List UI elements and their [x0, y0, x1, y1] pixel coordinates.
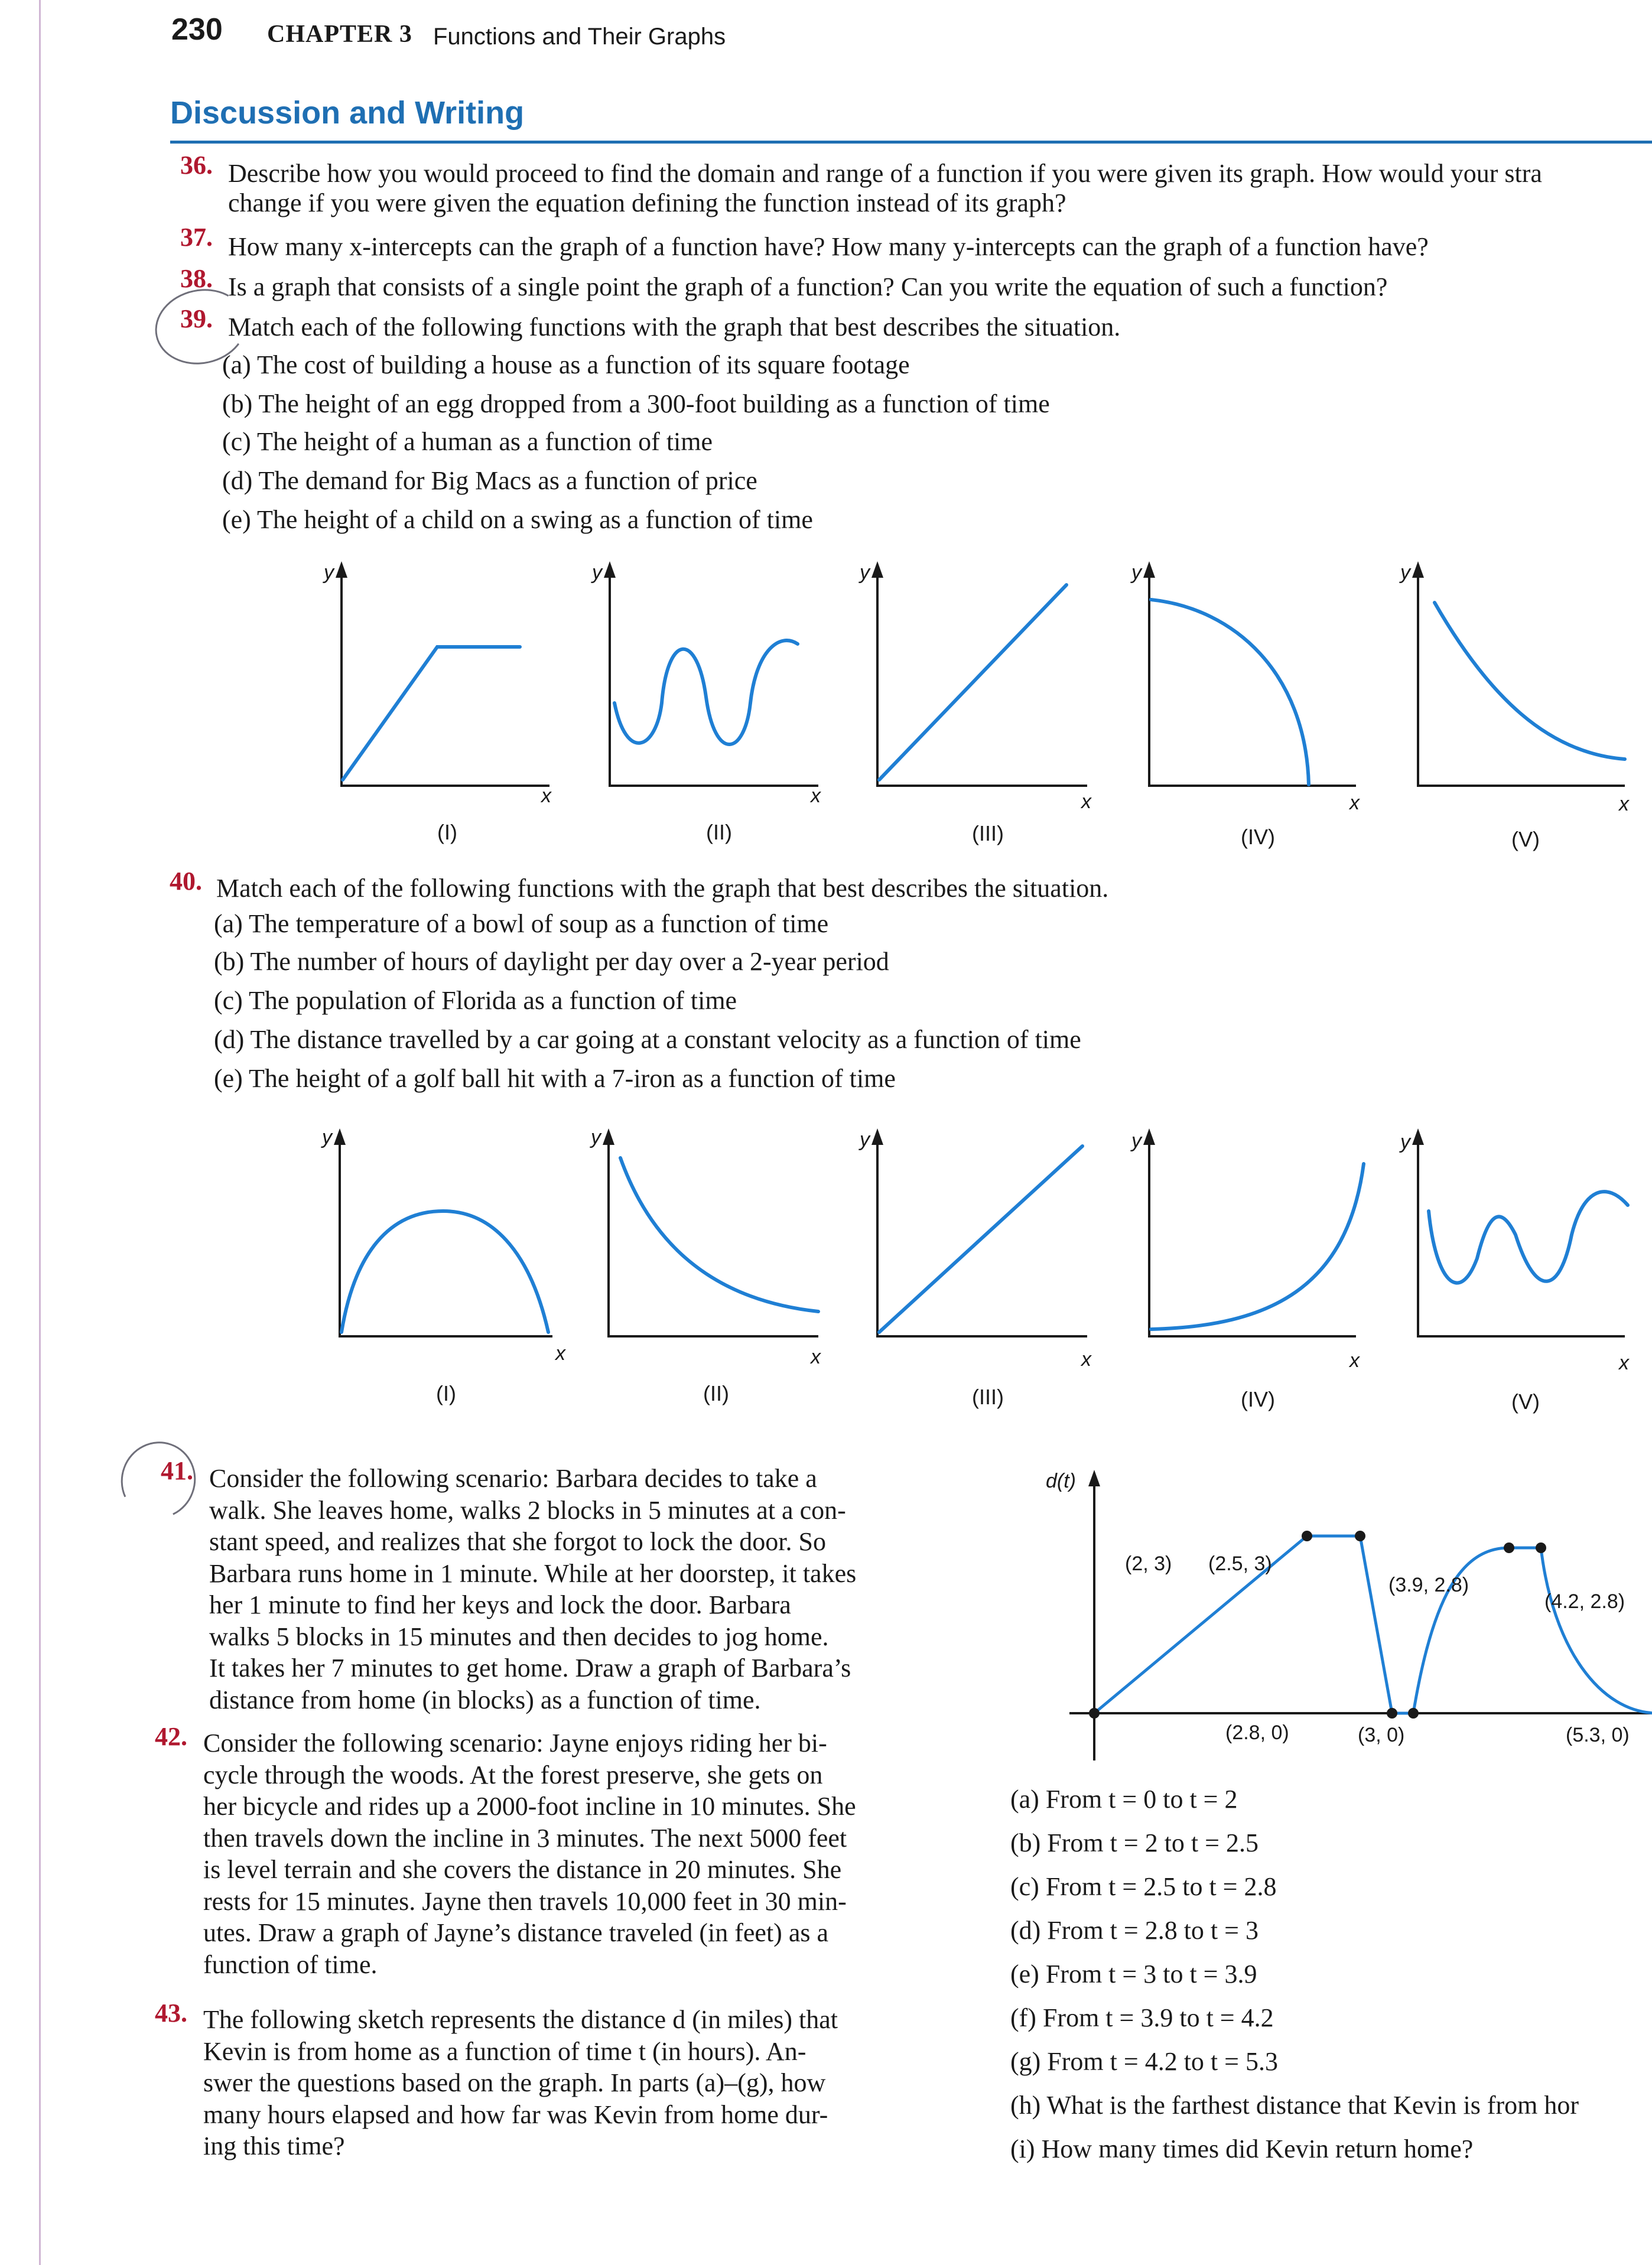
q40-g2-y-label: y	[591, 1126, 601, 1148]
q40-g2-x-label: x	[811, 1346, 821, 1368]
point-label-3.9-2.8: (3.9, 2.8)	[1388, 1574, 1469, 1596]
q40-graph1-axes	[340, 1140, 552, 1336]
q39-g3-y-label: y	[860, 561, 870, 584]
point-label-2.8-0: (2.8, 0)	[1225, 1721, 1289, 1744]
q40-g5-label: (V)	[1511, 1389, 1540, 1414]
q37-text: How many x-intercepts can the graph of a function have? How many y-intercepts can the graph of a function have?	[228, 232, 1429, 261]
q36-line1: Describe how you would proceed to find the domain and range of a function if you were given its graph. How would your stra	[228, 159, 1542, 188]
q39-g4-y-label: y	[1131, 561, 1142, 584]
q40-item-a: (a) The temperature of a bowl of soup as a function of time	[214, 909, 829, 938]
kevin-point	[1089, 1708, 1100, 1719]
q43-line: many hours elapsed and how far was Kevin from home dur-	[203, 2100, 828, 2129]
q41-line: walks 5 blocks in 15 minutes and then decides to jog home.	[209, 1622, 829, 1651]
q39-g5-y-label: y	[1400, 561, 1410, 584]
q40-g3-y-label: y	[860, 1128, 870, 1151]
chapter-label: CHAPTER 3	[267, 21, 412, 48]
point-label-5.3-0: (5.3, 0)	[1566, 1724, 1630, 1746]
q41-line: Consider the following scenario: Barbara decides to take a	[209, 1464, 817, 1493]
q43-item-c: (c) From t = 2.5 to t = 2.8	[1010, 1872, 1277, 1901]
q40-graph4-curve	[1151, 1164, 1364, 1329]
q39-g3-label: (III)	[972, 821, 1004, 845]
kevin-point	[1355, 1531, 1365, 1541]
q40-item-e: (e) The height of a golf ball hit with a 7-iron as a function of time	[214, 1064, 896, 1093]
q39-number: 39.	[180, 304, 213, 333]
q41-line: It takes her 7 minutes to get home. Draw a graph of Barbara’s	[209, 1654, 851, 1683]
q42-line: her bicycle and rides up a 2000-foot incline in 10 minutes. She	[203, 1792, 856, 1821]
kevin-point	[1536, 1542, 1546, 1553]
q38-text: Is a graph that consists of a single point the graph of a function? Can you write the equation of such a function?	[228, 272, 1388, 301]
q39-g1-x-label: x	[541, 785, 551, 807]
q41-number: 41.	[161, 1456, 193, 1485]
q40-g3-x-label: x	[1081, 1348, 1091, 1371]
q43-line: swer the questions based on the graph. In parts (a)–(g), how	[203, 2068, 826, 2097]
q40-graph5-axes	[1418, 1140, 1625, 1336]
q39-graph4-curve	[1151, 600, 1309, 785]
q39-g2-x-label: x	[811, 785, 821, 807]
q40-g5-y-label: y	[1400, 1131, 1410, 1153]
point-label-2-3: (2, 3)	[1125, 1553, 1172, 1575]
q40-graph1-curve	[342, 1211, 548, 1332]
q42-line: utes. Draw a graph of Jayne’s distance traveled (in feet) as a	[203, 1918, 828, 1947]
q40-g1-y-label: y	[322, 1126, 332, 1148]
q43-line: The following sketch represents the distance d (in miles) that	[203, 2005, 838, 2034]
kevin-point	[1387, 1708, 1397, 1719]
point-label-2.5-3: (2.5, 3)	[1208, 1553, 1272, 1575]
kevin-point	[1408, 1708, 1419, 1719]
q41-line: stant speed, and realizes that she forgot to lock the door. So	[209, 1527, 826, 1556]
q43-item-a: (a) From t = 0 to t = 2	[1010, 1785, 1238, 1814]
q43-item-b: (b) From t = 2 to t = 2.5	[1010, 1828, 1258, 1857]
q38-number: 38.	[180, 264, 213, 293]
kevin-segment	[1541, 1548, 1652, 1713]
q40-g5-x-label: x	[1619, 1352, 1629, 1374]
section-rule	[170, 141, 1652, 144]
q40-graph5-curve	[1429, 1192, 1628, 1283]
q40-item-b: (b) The number of hours of daylight per day over a 2-year period	[214, 947, 889, 976]
kevin-y-label: d(t)	[1046, 1470, 1076, 1492]
kevin-segment	[1360, 1536, 1392, 1713]
q43-number: 43.	[155, 1999, 187, 2028]
q40-g2-label: (II)	[703, 1381, 729, 1405]
q41-line: her 1 minute to find her keys and lock the door. Barbara	[209, 1590, 791, 1619]
q42-text	[203, 1727, 856, 1980]
q36-number: 36.	[180, 151, 213, 180]
q40-g1-x-label: x	[555, 1342, 565, 1365]
kevin-y-arrow	[1088, 1470, 1100, 1486]
q39-graph3-curve	[879, 585, 1066, 780]
q41-text	[209, 1463, 856, 1716]
q39-graphs	[0, 555, 1652, 863]
q42-number: 42.	[155, 1722, 187, 1751]
q40-graph3-curve	[879, 1146, 1082, 1332]
q43-item-i: (i) How many times did Kevin return home?	[1010, 2134, 1474, 2163]
q39-g2-y-label: y	[592, 561, 602, 584]
q40-g3-label: (III)	[972, 1385, 1004, 1409]
q39-item-c: (c) The height of a human as a function of time	[222, 427, 713, 456]
q39-graph1-curve	[343, 647, 520, 780]
q39-g3-x-label: x	[1081, 790, 1091, 813]
q40-item-c: (c) The population of Florida as a function of time	[214, 986, 737, 1015]
q39-g2-label: (II)	[706, 820, 732, 844]
q37-number: 37.	[180, 223, 213, 252]
q40-item-d: (d) The distance travelled by a car going at a constant velocity as a function of time	[214, 1025, 1081, 1054]
q39-g5-label: (V)	[1511, 827, 1540, 851]
kevin-point	[1302, 1531, 1312, 1541]
q42-line: then travels down the incline in 3 minutes. The next 5000 feet	[203, 1823, 847, 1853]
q40-g4-label: (IV)	[1241, 1387, 1275, 1411]
q39-g4-x-label: x	[1349, 792, 1360, 814]
q39-g1-label: (I)	[437, 820, 457, 844]
q43-item-e: (e) From t = 3 to t = 3.9	[1010, 1960, 1257, 1989]
q39-item-d: (d) The demand for Big Macs as a function of price	[222, 466, 757, 495]
q39-item-e: (e) The height of a child on a swing as a function of time	[222, 505, 813, 534]
point-label-3-0: (3, 0)	[1358, 1724, 1405, 1746]
q42-line: is level terrain and she covers the distance in 20 minutes. She	[203, 1855, 842, 1884]
q39-graph2-axes	[610, 573, 818, 786]
q43-item-g: (g) From t = 4.2 to t = 5.3	[1010, 2047, 1278, 2076]
page-number: 230	[171, 12, 223, 47]
point-label-4.2-2.8: (4.2, 2.8)	[1544, 1590, 1625, 1613]
q39-graph1-axes	[342, 573, 549, 786]
q41-line: walk. She leaves home, walks 2 blocks in 5 minutes at a con-	[209, 1495, 846, 1525]
q40-number: 40.	[170, 867, 202, 896]
q39-graph3-axes	[877, 573, 1087, 786]
q43-item-d: (d) From t = 2.8 to t = 3	[1010, 1916, 1258, 1945]
q40-g1-label: (I)	[436, 1381, 456, 1405]
q42-line: function of time.	[203, 1950, 378, 1979]
chapter-title: Functions and Their Graphs	[433, 24, 726, 50]
q39-g5-x-label: x	[1619, 793, 1629, 815]
kevin-point	[1504, 1542, 1514, 1553]
q39-item-a: (a) The cost of building a house as a function of its square footage	[222, 350, 910, 379]
q42-line: Consider the following scenario: Jayne enjoys riding her bi-	[203, 1729, 827, 1758]
q43-line: Kevin is from home as a function of time t (in hours). An-	[203, 2036, 807, 2066]
q41-line: distance from home (in blocks) as a function of time.	[209, 1685, 761, 1714]
q39-item-b: (b) The height of an egg dropped from a 300-foot building as a function of time	[222, 389, 1050, 418]
q42-line: cycle through the woods. At the forest preserve, she gets on	[203, 1760, 823, 1789]
q40-graph2-curve	[620, 1158, 818, 1312]
q40-text: Match each of the following functions with the graph that best describes the situation.	[216, 874, 1109, 903]
q40-graph4-axes	[1149, 1140, 1356, 1336]
q39-g4-label: (IV)	[1241, 825, 1275, 849]
q39-graph2-curve	[614, 640, 798, 744]
q39-graph5-curve	[1435, 603, 1625, 759]
kevin-distance-chart	[1004, 1465, 1652, 1772]
q43-item-h: (h) What is the farthest distance that Kevin is from hor	[1010, 2091, 1579, 2120]
q40-graphs	[0, 1122, 1652, 1406]
q43-item-f: (f) From t = 3.9 to t = 4.2	[1010, 2003, 1274, 2032]
q42-line: rests for 15 minutes. Jayne then travels 10,000 feet in 30 min-	[203, 1886, 847, 1916]
q36-line2: change if you were given the equation defining the function instead of its graph?	[228, 188, 1066, 217]
q39-g1-y-label: y	[324, 561, 334, 584]
kevin-segment	[1413, 1548, 1509, 1713]
q43-text	[203, 2004, 838, 2162]
q41-line: Barbara runs home in 1 minute. While at her doorstep, it takes	[209, 1558, 857, 1588]
q39-text: Match each of the following functions with the graph that best describes the situation.	[228, 313, 1121, 341]
section-title: Discussion and Writing	[170, 95, 525, 131]
q40-g4-x-label: x	[1349, 1349, 1360, 1372]
q43-line: ing this time?	[203, 2131, 345, 2160]
q40-g4-y-label: y	[1131, 1130, 1142, 1152]
